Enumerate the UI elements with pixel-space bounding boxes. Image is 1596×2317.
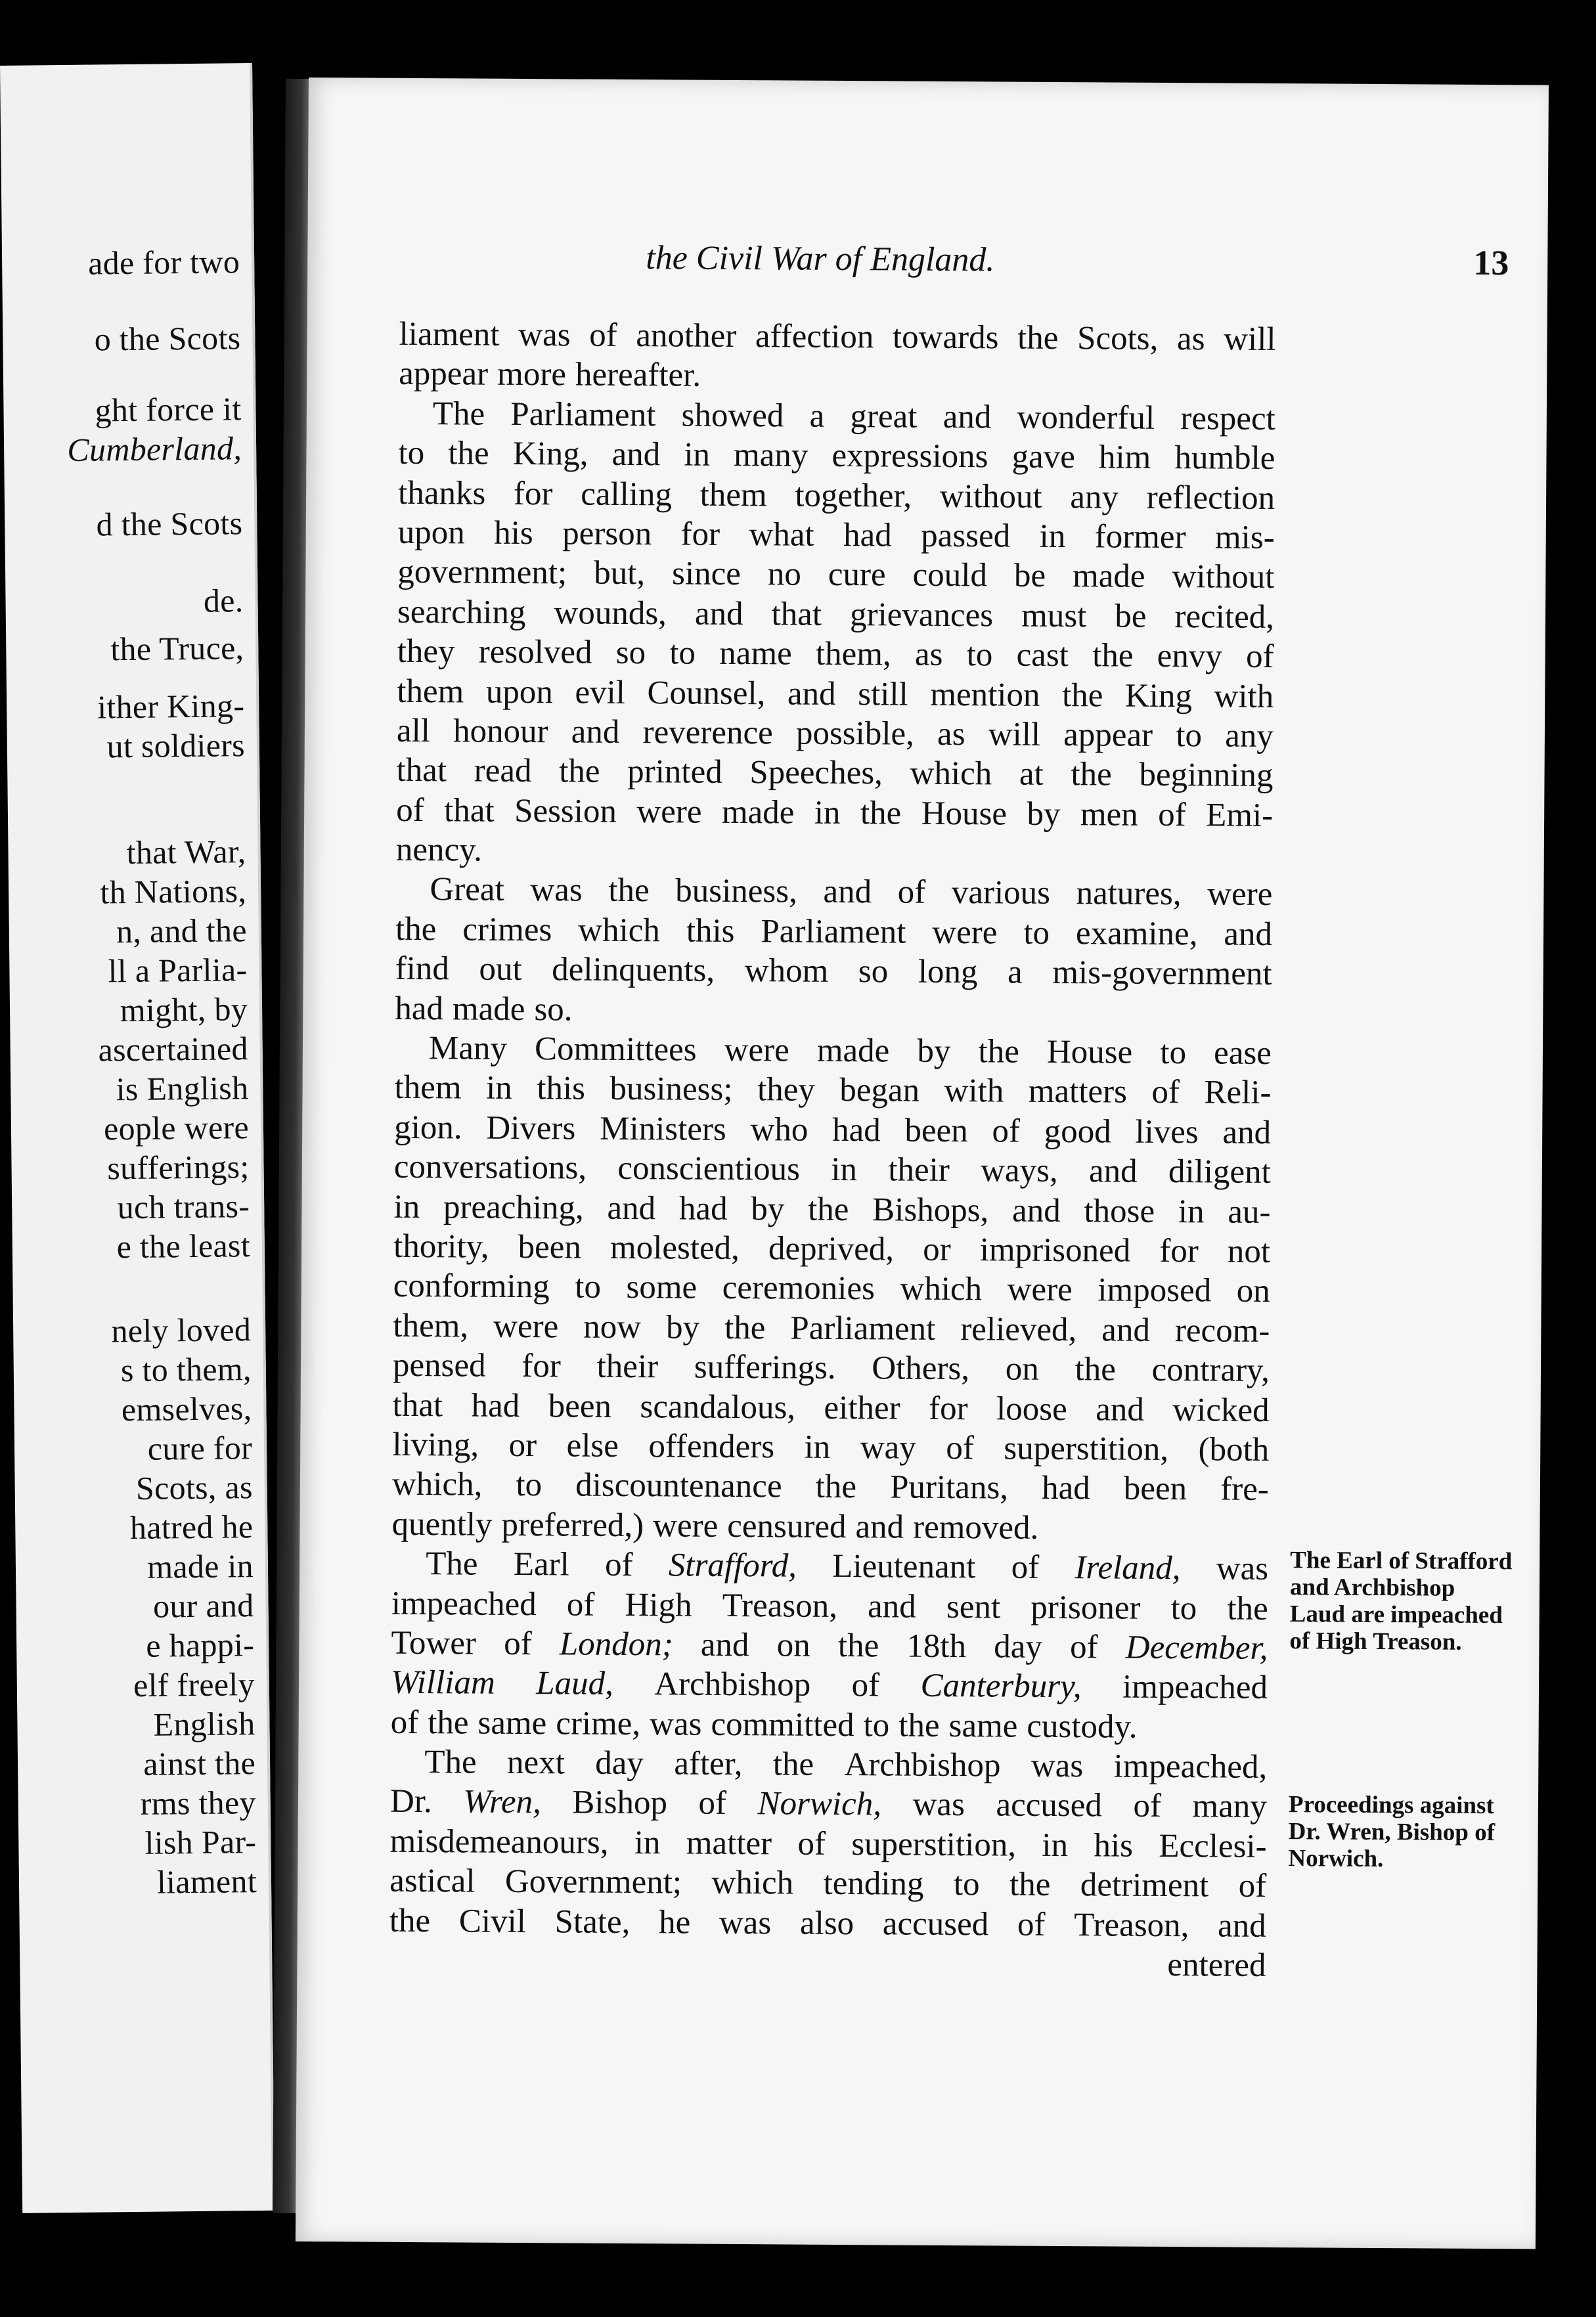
left-page-line: lish Par- <box>144 1823 257 1861</box>
left-page-line: e the least <box>116 1227 251 1266</box>
text-line: them upon evil Counsel, and still mention the King with <box>397 673 1274 715</box>
text-line: in preaching, and had by the Bishops, and those in au- <box>393 1188 1271 1231</box>
left-page-line: made in <box>146 1547 254 1585</box>
text-line: searching wounds, and that grievances must be recited, <box>397 593 1275 636</box>
text-line: they resolved so to name them, as to cast the envy of <box>397 632 1274 676</box>
text-line: find out delinquents, whom so long a mis-government <box>395 950 1272 993</box>
marginal-note-line: Proceedings against <box>1288 1791 1494 1820</box>
text-line: conforming to some ceremonies which were imposed on <box>393 1268 1270 1310</box>
text-line: them, were now by the Parliament relieved, and recom- <box>393 1307 1270 1350</box>
text-line: upon his person for what had passed in former mis- <box>397 514 1275 556</box>
text-line: astical Government; which tending to the detriment of <box>389 1863 1267 1905</box>
marginal-note-wren <box>1288 1791 1535 1873</box>
left-page-line: e happi- <box>146 1626 255 1664</box>
text-line: The next day after, the Archbishop was impeached, <box>424 1744 1268 1786</box>
running-title: the Civil War of England. <box>646 239 995 279</box>
text-line: had made so. <box>395 990 573 1028</box>
text-line: gion. Divers Ministers who had been of good lives and <box>394 1109 1272 1151</box>
text-line: the crimes which this Parliament were to examine, and <box>395 910 1273 953</box>
left-page-line: emselves, <box>121 1390 252 1428</box>
left-page-line: that War, <box>126 833 246 872</box>
text-line: entered <box>1167 1947 1266 1984</box>
text-line: quently preferred,) were censured and removed. <box>391 1505 1039 1547</box>
left-page-line: ll a Parlia- <box>108 951 248 990</box>
left-page-line: sufferings; <box>107 1148 250 1187</box>
left-page-line: our and <box>152 1587 254 1625</box>
marginal-note-line: Laud are impeached <box>1289 1600 1503 1629</box>
text-line: Many Committees were made by the House to ease <box>428 1030 1272 1072</box>
left-page-line: rms they <box>140 1784 257 1822</box>
text-line: The Earl of Strafford, Lieutenant of Ireland, was <box>426 1545 1269 1588</box>
left-page-line: n, and the <box>116 912 248 950</box>
text-line: them in this business; they began with matters of Reli- <box>394 1069 1272 1112</box>
left-page-line: Scots, as <box>135 1468 253 1507</box>
left-page-line: eople were <box>103 1109 250 1147</box>
text-line: which, to discountenance the Puritans, had been fre- <box>391 1466 1270 1509</box>
left-page-line: elf freely <box>133 1666 255 1704</box>
text-line: nency. <box>395 831 483 869</box>
left-page-line: Cumberland, <box>67 430 242 468</box>
left-page-line: de. <box>203 582 244 619</box>
left-page-line: ainst the <box>143 1744 256 1782</box>
previous-page-fragment <box>0 63 275 2213</box>
left-page-line: ut soldiers <box>106 726 246 765</box>
left-page-line: ade for two <box>87 243 240 282</box>
text-line: Great was the business, and of various natures, were <box>430 871 1273 914</box>
body-text <box>389 315 1275 1986</box>
left-page-line: English <box>153 1705 255 1743</box>
left-page-line: th Nations, <box>100 872 247 911</box>
text-line: Tower of London; and on the 18th day of December, <box>391 1624 1268 1667</box>
left-page-line: ither King- <box>97 687 245 726</box>
left-page-line: hatred he <box>129 1508 254 1547</box>
marginal-note-line: Norwich. <box>1288 1845 1384 1873</box>
marginal-note-line: Dr. Wren, Bishop of <box>1288 1818 1496 1847</box>
left-page-line: uch trans- <box>117 1187 250 1226</box>
marginal-note-line: The Earl of Strafford <box>1290 1547 1513 1576</box>
left-page-line: ght force it <box>95 390 242 429</box>
left-page-line: nely loved <box>111 1311 252 1350</box>
text-line: liament was of another affection towards the Scots, as will <box>399 315 1276 359</box>
marginal-note-line: of High Treason. <box>1289 1627 1462 1656</box>
left-page-line: o the Scots <box>94 319 241 358</box>
text-line: government; but, since no cure could be made without <box>397 554 1275 596</box>
text-line: appear more hereafter. <box>399 355 701 395</box>
text-line: conversations, conscientious in their ways, and diligent <box>393 1149 1271 1191</box>
left-page-line: cure for <box>147 1429 253 1467</box>
text-line: The Parliament showed a great and wonderful respect <box>432 395 1275 437</box>
text-line: living, or else offenders in way of superstition, (both <box>392 1426 1270 1468</box>
page-number: 13 <box>1473 242 1509 283</box>
text-line: thority, been molested, deprived, or imprisoned for not <box>393 1227 1271 1270</box>
text-line: that had been scandalous, either for loose and wicked <box>392 1386 1270 1429</box>
text-line: misdemeanours, in matter of superstition, in his Ecclesi- <box>389 1822 1267 1865</box>
text-line: Dr. Wren, Bishop of Norwich, was accused of many <box>389 1783 1268 1826</box>
left-page-line: liament <box>156 1863 257 1901</box>
left-page-line: d the Scots <box>96 504 243 543</box>
text-line: all honour and reverence possible, as will appear to any <box>396 712 1274 755</box>
text-line: of the same crime, was committed to the same custody. <box>390 1704 1138 1746</box>
left-page-line: s to them, <box>120 1350 252 1389</box>
marginal-note-line: and Archbishop <box>1289 1574 1455 1602</box>
text-line: pensed for their sufferings. Others, on the contrary, <box>392 1346 1270 1390</box>
text-line: the Civil State, he was also accused of Treason, and <box>389 1902 1266 1945</box>
text-line: that read the printed Speeches, which at the beginning <box>396 752 1274 795</box>
text-line: of that Session were made in the House by men of Emi- <box>396 791 1274 834</box>
text-line: William Laud, Archbishop of Canterbury, impeached <box>390 1664 1268 1707</box>
book-page <box>296 77 1549 2249</box>
left-page-line: is English <box>116 1069 249 1108</box>
text-line: thanks for calling them together, without any reflection <box>397 474 1275 517</box>
left-page-line: might, by <box>120 990 248 1029</box>
left-page-line: the Truce, <box>110 629 244 668</box>
text-line: to the King, and in many expressions gave him humble <box>398 435 1275 477</box>
left-page-line: ascertained <box>98 1030 248 1069</box>
marginal-note-strafford-laud <box>1289 1547 1536 1656</box>
text-line: impeached of High Treason, and sent prisoner to the <box>391 1585 1268 1627</box>
